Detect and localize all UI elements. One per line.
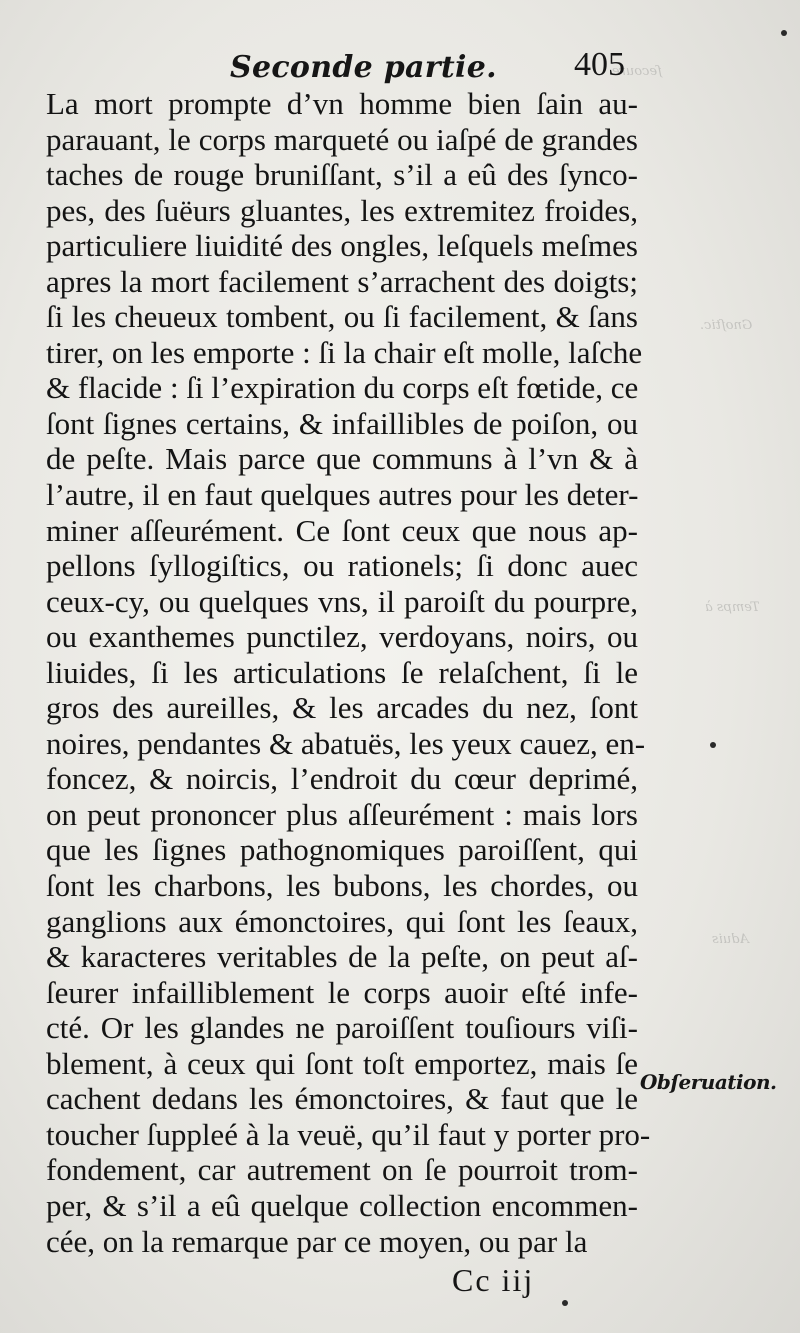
text-line: ganglions aux émonctoires, qui ſont les ſeaux, [46, 903, 638, 939]
text-line: miner aſſeurément. Ce ſont ceux que nous ap- [46, 512, 638, 548]
text-line: ſi les cheueux tombent, ou ſi facilement, & ſans [46, 299, 638, 335]
bleed-through-text: ſecoure [612, 64, 662, 79]
text-line: taches de rouge bruniſſant, s’il a eû des ſynco- [46, 157, 638, 193]
text-line: ſeurer infailliblement le corps auoir eſté infe- [46, 974, 638, 1010]
text-line: ſont les charbons, les bubons, les chordes, ou [46, 868, 638, 904]
ink-speck [562, 1300, 568, 1306]
bleed-through-text: Temps à [705, 600, 760, 615]
text-line: ceux-cy, ou quelques vns, il paroiſt du pourpre, [46, 583, 638, 619]
bleed-through-text: Gnoſtic. [700, 318, 753, 333]
text-line: de peſte. Mais parce que communs à l’vn & à [46, 441, 638, 477]
text-line: ſont ſignes certains, & infaillibles de poiſon, ou [46, 405, 638, 441]
text-line: apres la mort facilement s’arrachent des doigts; [46, 263, 638, 299]
text-line: pes, des ſuëurs gluantes, les extremitez froides, [46, 192, 638, 228]
text-line: liuides, ſi les articulations ſe relaſchent, ſi le [46, 654, 638, 690]
text-line: ou exanthemes punctilez, verdoyans, noirs, ou [46, 619, 638, 655]
text-line: on peut prononcer plus aſſeurément : mais lors [46, 796, 638, 832]
text-line: & karacteres veritables de la peſte, on peut aſ- [46, 939, 638, 975]
ink-speck [710, 742, 716, 748]
margin-note: Obſeruation. [640, 1070, 777, 1094]
text-line: gros des aureilles, & les arcades du nez, ſont [46, 690, 638, 726]
text-line: pellons ſyllogiſtics, ou rationels; ſi donc auec [46, 548, 638, 584]
page-number: 405 [574, 46, 625, 83]
text-line: parauant, le corps marqueté ou iaſpé de grandes [46, 121, 638, 157]
signature-mark: Cc iij [452, 1262, 535, 1298]
text-line: toucher ſuppleé à la veuë, qu’il faut y porter pro- [46, 1116, 651, 1152]
text-line: particuliere liuidité des ongles, leſquels meſmes [46, 228, 638, 264]
text-line: blement, à ceux qui ſont toſt emportez, mais ſe [46, 1045, 638, 1081]
body-text [46, 86, 651, 1259]
text-line: l’autre, il en faut quelques autres pour les deter- [46, 477, 639, 513]
ink-speck [781, 30, 787, 36]
text-line: noires, pendantes & abatuës, les yeux cauez, en- [46, 725, 646, 761]
text-line: fondement, car autrement on ſe pourroit trom- [46, 1152, 638, 1188]
text-line: cté. Or les glandes ne paroiſſent touſiours viſi- [46, 1010, 638, 1046]
text-line: cée, on la remarque par ce moyen, ou par la [46, 1223, 588, 1259]
text-line: La mort prompte d’vn homme bien ſain au- [46, 86, 638, 121]
text-line: tirer, on les emporte : ſi la chair eſt molle, laſche [46, 334, 643, 370]
text-line: & flacide : ſi l’expiration du corps eſt fœtide, ce [46, 370, 639, 406]
running-head: Seconde partie. [230, 50, 497, 85]
text-line: per, & s’il a eû quelque collection encommen- [46, 1187, 638, 1223]
text-line: cachent dedans les émonctoires, & faut que le [46, 1081, 638, 1117]
page-header [0, 42, 800, 86]
text-line: foncez, & noircis, l’endroit du cœur deprimé, [46, 761, 638, 797]
text-line: que les ſignes pathognomiques paroiſſent, qui [46, 832, 638, 868]
bleed-through-text: Aduis [712, 932, 749, 947]
